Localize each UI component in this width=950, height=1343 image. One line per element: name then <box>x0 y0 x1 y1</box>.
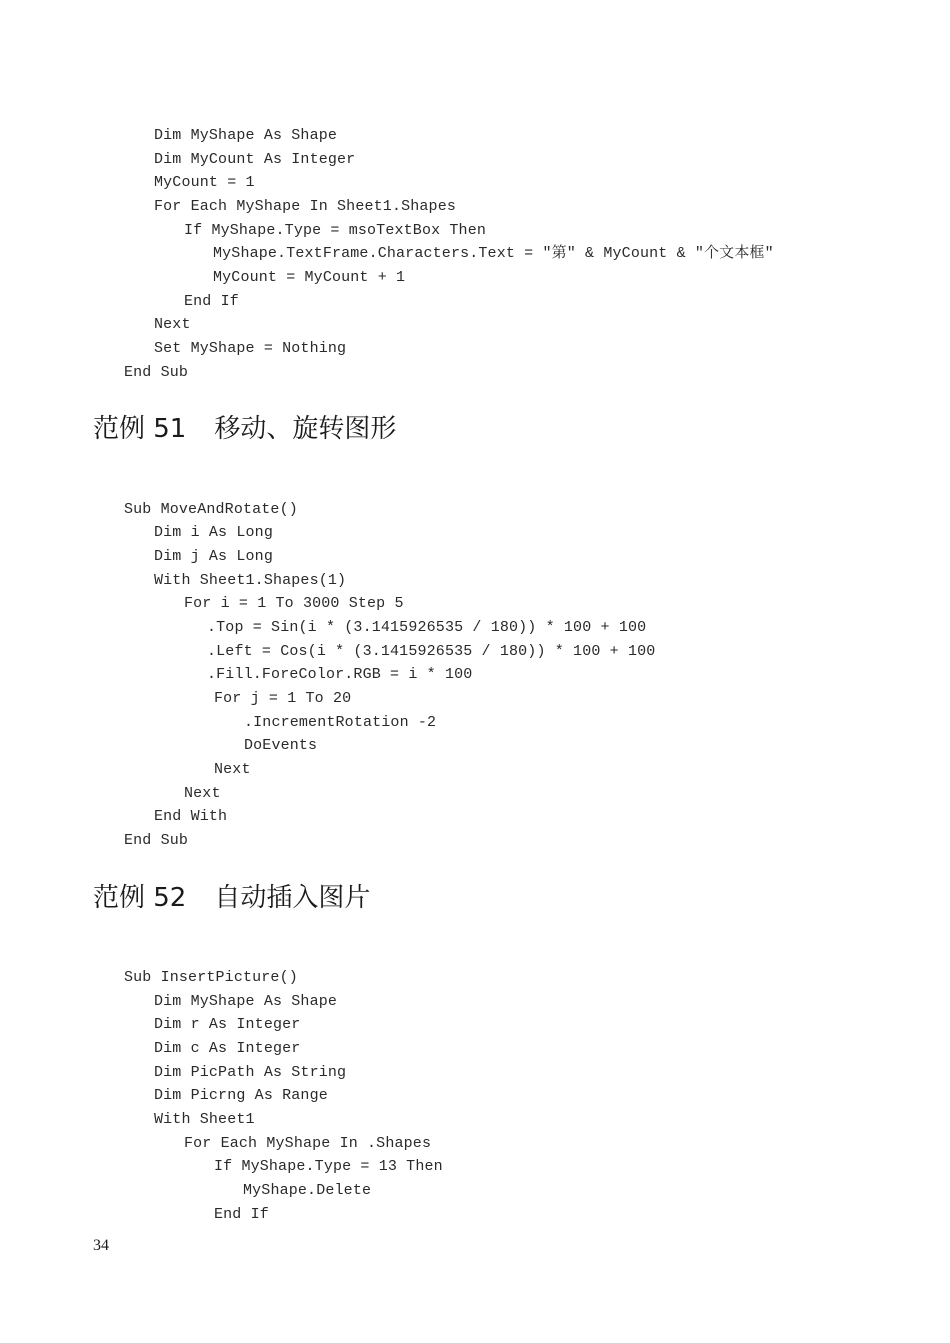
page-number: 34 <box>93 1237 109 1254</box>
code-line: Dim MyShape As Shape <box>154 993 338 1010</box>
code-line: Dim MyCount As Integer <box>154 151 356 168</box>
code-line: For Each MyShape In Sheet1.Shapes <box>154 198 456 215</box>
code-line: End With <box>154 808 228 825</box>
heading-number: 范例 52 <box>93 883 187 913</box>
code-line: End If <box>184 293 239 310</box>
section-heading-52 <box>93 881 370 915</box>
code-line: Dim Picrng As Range <box>154 1087 328 1104</box>
code-line: MyCount = 1 <box>154 174 255 191</box>
code-line: For i = 1 To 3000 Step 5 <box>184 595 404 612</box>
code-line: Dim i As Long <box>154 524 273 541</box>
code-line: Dim r As Integer <box>154 1016 301 1033</box>
code-line: MyShape.Delete <box>243 1182 372 1199</box>
code-line: With Sheet1 <box>154 1111 255 1128</box>
code-line: With Sheet1.Shapes(1) <box>154 572 347 589</box>
code-line: Next <box>184 785 221 802</box>
code-line: .IncrementRotation -2 <box>244 714 437 731</box>
heading-number: 范例 51 <box>93 414 187 444</box>
code-line: MyCount = MyCount + 1 <box>213 269 406 286</box>
code-line: Dim c As Integer <box>154 1040 301 1057</box>
code-line: Dim PicPath As String <box>154 1064 347 1081</box>
code-line: End If <box>214 1206 269 1223</box>
code-line: Set MyShape = Nothing <box>154 340 347 357</box>
code-line: .Top = Sin(i * (3.1415926535 / 180)) * 100 + 100 <box>207 619 647 636</box>
code-line: For Each MyShape In .Shapes <box>184 1135 432 1152</box>
code-line: DoEvents <box>244 737 318 754</box>
code-line: End Sub <box>124 364 189 381</box>
section-heading-51 <box>93 412 396 446</box>
code-line: For j = 1 To 20 <box>214 690 352 707</box>
code-line: If MyShape.Type = 13 Then <box>214 1158 443 1175</box>
code-line: MyShape.TextFrame.Characters.Text = "第" & MyCount & "个文本框" <box>213 245 774 262</box>
code-line: If MyShape.Type = msoTextBox Then <box>184 222 486 239</box>
code-line: Sub InsertPicture() <box>124 969 298 986</box>
code-line: Next <box>154 316 191 333</box>
code-line: .Fill.ForeColor.RGB = i * 100 <box>207 666 473 683</box>
code-line: Next <box>214 761 251 778</box>
heading-title: 移动、旋转图形 <box>214 414 397 444</box>
code-line: .Left = Cos(i * (3.1415926535 / 180)) * 100 + 100 <box>207 643 656 660</box>
code-line: Sub MoveAndRotate() <box>124 501 298 518</box>
code-line: End Sub <box>124 832 189 849</box>
code-line: Dim MyShape As Shape <box>154 127 338 144</box>
heading-title: 自动插入图片 <box>214 883 371 913</box>
code-line: Dim j As Long <box>154 548 273 565</box>
